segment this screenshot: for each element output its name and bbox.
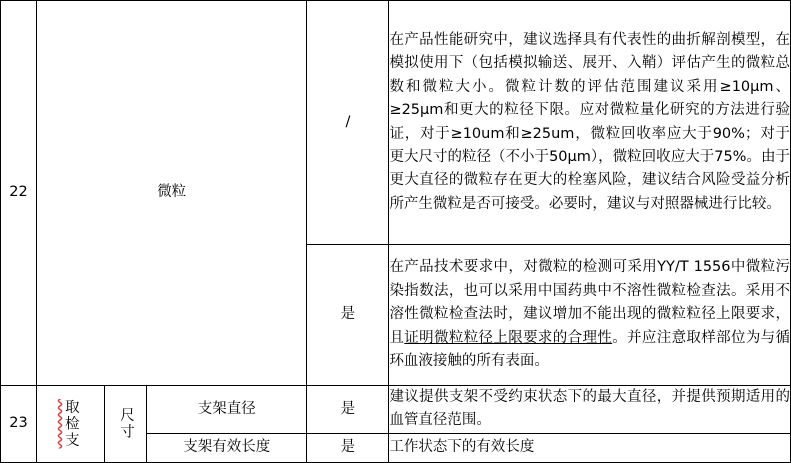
mark-value: / [345, 113, 351, 130]
mark-cell [307, 1, 389, 245]
item-name-cell [147, 433, 307, 462]
description-text-part2: 。并应注意取样部位为与循环血液接触的所有表面。 [389, 329, 791, 370]
mark-value: 是 [340, 400, 356, 417]
description-text-underlined: 证明微粒粒径上限要求的合理性 [404, 329, 613, 346]
subcategory-label-vertical: 尺寸 [117, 407, 134, 441]
description-cell [389, 1, 791, 245]
category-cell [37, 1, 307, 386]
row-number-cell [1, 1, 37, 386]
description-text: 建议提供支架不受约束状态下的最大直径，并提供预期适用的血管直径范围。 [389, 389, 790, 429]
mark-value: 是 [340, 306, 356, 323]
subcategory-cell [105, 386, 147, 463]
description-cell [389, 386, 791, 434]
row-number-cell [1, 386, 37, 463]
description-cell [389, 245, 791, 386]
table-row [1, 386, 791, 434]
mark-cell [307, 433, 389, 462]
category-label: 微粒 [157, 184, 187, 201]
row-number: 22 [9, 184, 28, 201]
description-text: 工作状态下的有效长度 [389, 439, 535, 456]
mark-value: 是 [340, 439, 356, 456]
item-name: 支架直径 [197, 400, 256, 417]
description-text: 在产品性能研究中，建议选择具有代表性的曲折解剖模型，在模拟使用下（包括模拟输送、展开、入鞘）评估产生的微粒总数和微粒大小。微粒计数的评估范围建议采用≥10μm、≥25μm和更大的粒径下限。应对微粒量化研究的方法进行验证，对于≥10um和≥25um，微粒回收率应大于90%；对于更大尺寸的粒径（不小于50μm），微粒回收应大于75%。由于更大直径的微粒存在更大的栓塞风险，建议结合风险受益分析所产生微粒是否可接受。必要时，建议与对照器械进行比较。 [389, 31, 790, 212]
row-number: 23 [9, 415, 28, 432]
item-name: 支架有效长度 [183, 439, 271, 456]
description-text-part1: 在产品技术要求中，对微粒的检测可采用YY/T 1556中微粒污染指数法，也可以采用中国药典中不溶性微粒检查法。采用不溶性微粒检查法时，建议增加不能出现的微粒粒径上限要求，且 [389, 259, 790, 346]
mark-cell [307, 245, 389, 386]
category-cell [37, 386, 105, 463]
mark-cell [307, 386, 389, 434]
description-cell [389, 433, 791, 462]
category-label-vertical: 取检支 [62, 399, 79, 449]
table-row [1, 1, 791, 245]
item-name-cell [147, 386, 307, 434]
